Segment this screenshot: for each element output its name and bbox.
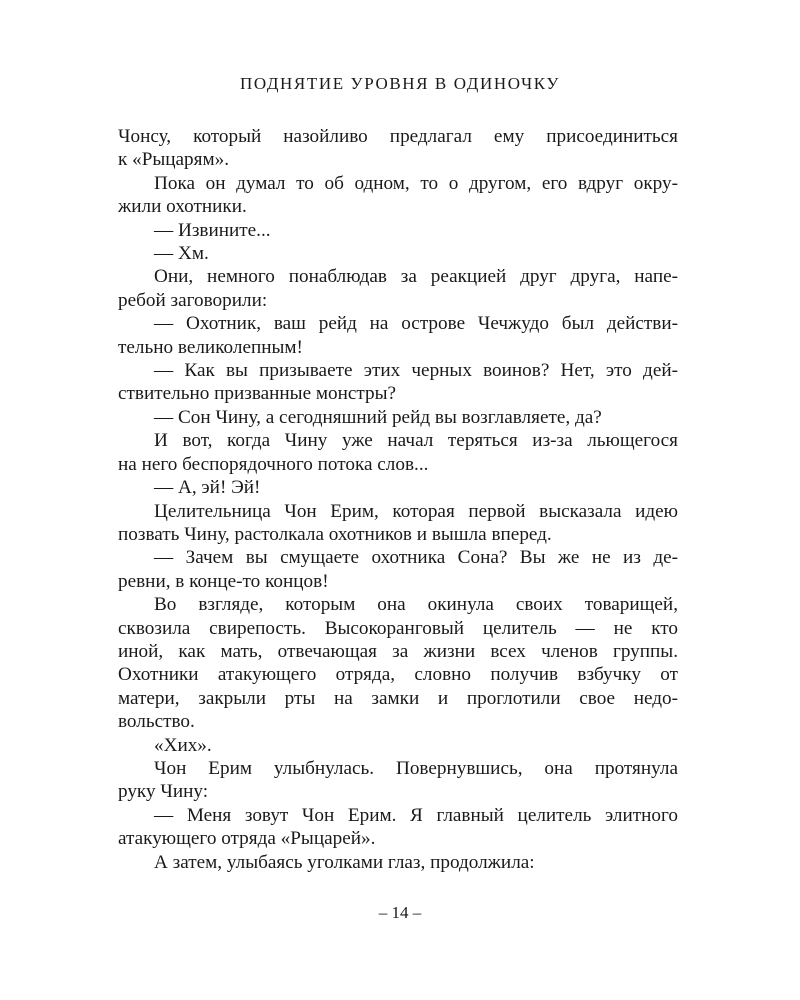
body-text (118, 125, 678, 874)
text-line: — Извините... (154, 219, 271, 241)
text-line: Чонсу, который назойливо предлагал ему присоединиться (118, 126, 678, 147)
text-line: иной, как мать, отвечающая за жизни всех членов группы. (118, 640, 678, 662)
text-line: на него беспорядочного потока слов... (118, 453, 429, 475)
text-line: А затем, улыбаясь уголками глаз, продолжила: (154, 851, 535, 873)
text-line: ствительно призванные монстры? (118, 383, 397, 405)
page-number: – 14 – (378, 903, 422, 922)
text-line: атакующего отряда «Рыцарей». (118, 828, 376, 850)
text-line: жили охотники. (118, 196, 247, 218)
text-line: И вот, когда Чину уже начал теряться из-за льющегося (154, 430, 678, 452)
text-line: Чон Ерим улыбнулась. Повернувшись, она протянула (154, 757, 678, 779)
text-line: — Зачем вы смущаете охотника Сона? Вы же не из де- (154, 547, 678, 569)
text-line: тельно великолепным! (118, 336, 303, 358)
text-line: к «Рыцарям». (118, 149, 230, 171)
text-line: Пока он думал то об одном, то о другом, его вдруг окру- (154, 172, 678, 194)
text-line: «Хих». (154, 734, 212, 756)
text-line: вольство. (118, 711, 195, 733)
text-line: — Сон Чину, а сегодняшний рейд вы возглавляете, да? (154, 406, 602, 428)
text-line: Охотники атакующего отряда, словно получив взбучку от (118, 664, 678, 686)
running-head: ПОДНЯТИЕ УРОВНЯ В ОДИНОЧКУ (239, 74, 561, 93)
text-line: — А, эй! Эй! (154, 477, 261, 499)
text-line: — Хм. (154, 243, 209, 265)
text-line: позвать Чину, растолкала охотников и вышла вперед. (118, 523, 552, 545)
text-line: — Как вы призываете этих черных воинов? Нет, это дей- (154, 360, 678, 382)
text-line: ребой заговорили: (118, 289, 268, 311)
text-line: — Охотник, ваш рейд на острове Чечжудо был действи- (154, 313, 678, 335)
text-line: сквозила свирепость. Высокоранговый целитель — не кто (118, 617, 678, 639)
text-line: ревни, в конце-то концов! (118, 570, 329, 592)
text-line: матери, закрыли рты на замки и проглотили свое недо- (118, 687, 678, 709)
text-line: — Меня зовут Чон Ерим. Я главный целитель элитного (154, 804, 678, 826)
text-line: Во взгляде, которым она окинула своих товарищей, (154, 594, 678, 616)
text-line: Они, немного понаблюдав за реакцией друг друга, напе- (154, 266, 678, 288)
text-line: руку Чину: (118, 781, 209, 803)
text-line: Целительница Чон Ерим, которая первой высказала идею (154, 500, 678, 522)
